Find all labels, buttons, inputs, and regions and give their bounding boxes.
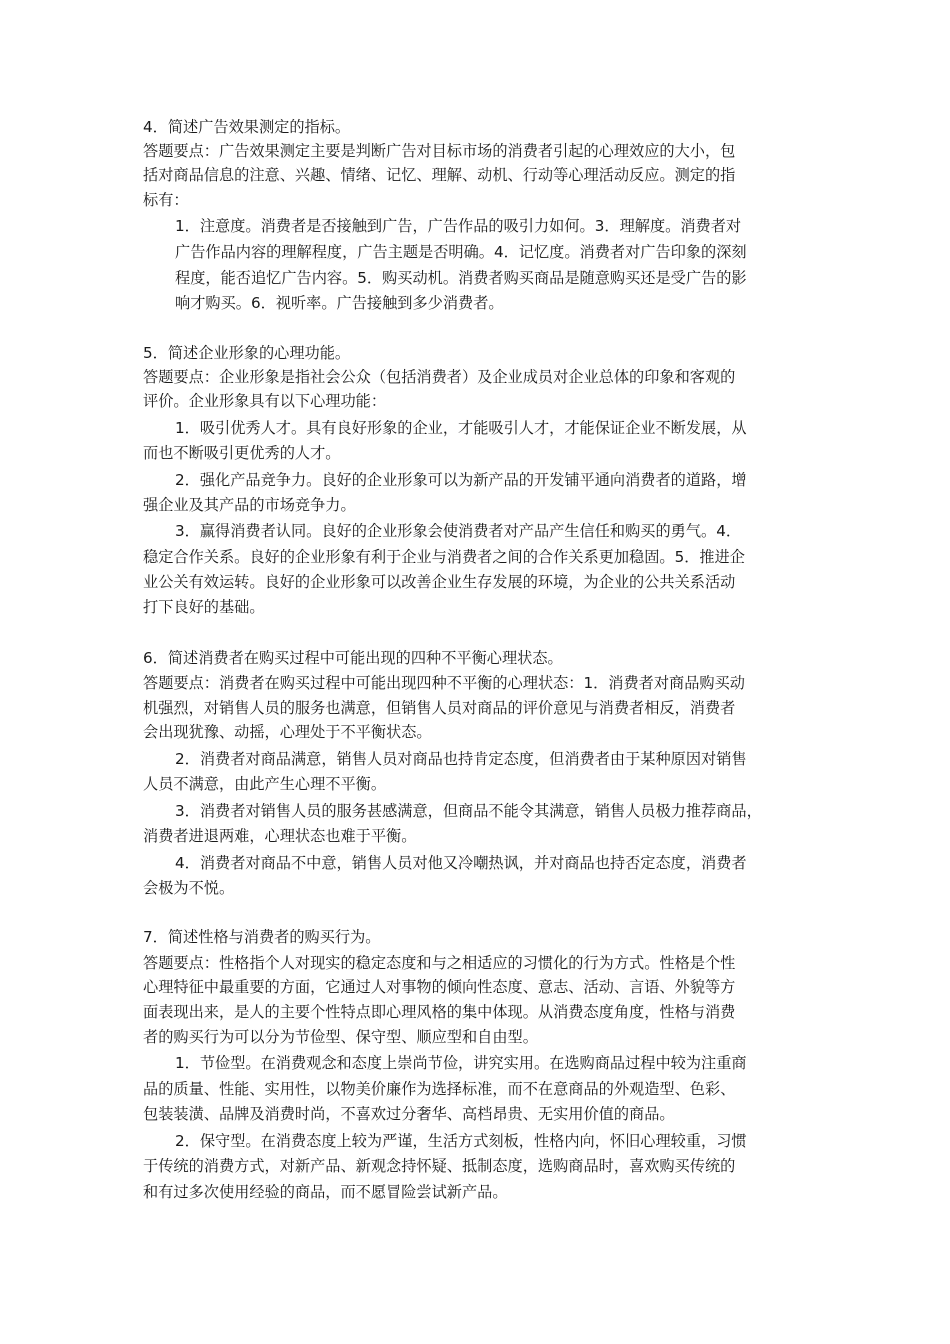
- answer-line: 者的购买行为可以分为节俭型、保守型、顺应型和自由型。: [143, 1028, 538, 1046]
- answer-line: 于传统的消费方式，对新产品、新观念持怀疑、抵制态度，选购商品时，喜欢购买传统的: [143, 1157, 736, 1175]
- answer-line: 心理特征中最重要的方面，它通过人对事物的倾向性态度、意志、活动、言语、外貌等方: [143, 978, 736, 996]
- answer-line: 1．节俭型。在消费观念和态度上崇尚节俭，讲究实用。在选购商品过程中较为注重商: [175, 1054, 747, 1072]
- answer-line: 1．注意度。消费者是否接触到广告，广告作品的吸引力如何。3．理解度。消费者对: [175, 217, 742, 235]
- answer-line: 2．强化产品竞争力。良好的企业形象可以为新产品的开发铺平通向消费者的道路，增: [175, 471, 747, 489]
- answer-line: 评价。企业形象具有以下心理功能：: [143, 392, 386, 410]
- answer-line: 强企业及其产品的市场竞争力。: [143, 496, 356, 514]
- answer-line: 答题要点：消费者在购买过程中可能出现四种不平衡的心理状态：1．消费者对商品购买动: [143, 674, 745, 692]
- answer-line: 2．消费者对商品满意，销售人员对商品也持肯定态度，但消费者由于某种原因对销售: [175, 750, 747, 768]
- answer-line: 4．消费者对商品不中意，销售人员对他又冷嘲热讽，并对商品也持否定态度，消费者: [175, 854, 747, 872]
- answer-line: 包装装潢、品牌及消费时尚，不喜欢过分奢华、高档昂贵、无实用价值的商品。: [143, 1105, 675, 1123]
- answer-line: 品的质量、性能、实用性，以物美价廉作为选择标准，而不在意商品的外观造型、色彩、: [143, 1080, 736, 1098]
- answer-line: 业公关有效运转。良好的企业形象可以改善企业生存发展的环境，为企业的公共关系活动: [143, 573, 736, 591]
- answer-line: 会出现犹豫、动摇，心理处于不平衡状态。: [143, 723, 432, 741]
- answer-line: 3．赢得消费者认同。良好的企业形象会使消费者对产品产生信任和购买的勇气。4．: [175, 522, 742, 540]
- answer-line: 括对商品信息的注意、兴趣、情绪、记忆、理解、动机、行动等心理活动反应。测定的指: [143, 166, 736, 184]
- answer-line: 答题要点：性格指个人对现实的稳定态度和与之相适应的习惯化的行为方式。性格是个性: [143, 954, 736, 972]
- answer-line: 广告作品内容的理解程度，广告主题是否明确。4．记忆度。消费者对广告印象的深刻: [175, 243, 747, 261]
- answer-line: 2．保守型。在消费态度上较为严谨，生活方式刻板，性格内向，怀旧心理较重，习惯: [175, 1132, 747, 1150]
- answer-line: 响才购买。6．视听率。广告接触到多少消费者。: [175, 294, 504, 312]
- answer-line: 消费者进退两难，心理状态也难于平衡。: [143, 827, 417, 845]
- answer-line: 1．吸引优秀人才。具有良好形象的企业，才能吸引人才，才能保证企业不断发展，从: [175, 419, 747, 437]
- answer-line: 标有：: [143, 191, 189, 209]
- answer-line: 打下良好的基础。: [143, 598, 265, 616]
- question-4-heading: 4．简述广告效果测定的指标。: [143, 118, 351, 136]
- answer-line: 人员不满意，由此产生心理不平衡。: [143, 775, 386, 793]
- answer-line: 面表现出来，是人的主要个性特点即心理风格的集中体现。从消费态度角度，性格与消费: [143, 1003, 736, 1021]
- answer-line: 稳定合作关系。良好的企业形象有利于企业与消费者之间的合作关系更加稳固。5．推进企: [143, 548, 745, 566]
- answer-line: 答题要点：广告效果测定主要是判断广告对目标市场的消费者引起的心理效应的大小，包: [143, 142, 736, 160]
- answer-line: 答题要点：企业形象是指社会公众（包括消费者）及企业成员对企业总体的印象和客观的: [143, 368, 736, 386]
- question-6-heading: 6．简述消费者在购买过程中可能出现的四种不平衡心理状态。: [143, 649, 563, 667]
- answer-line: 机强烈，对销售人员的服务也满意，但销售人员对商品的评价意见与消费者相反，消费者: [143, 699, 736, 717]
- answer-line: 会极为不悦。: [143, 879, 235, 897]
- answer-line: 而也不断吸引更优秀的人才。: [143, 444, 341, 462]
- question-7-heading: 7．简述性格与消费者的购买行为。: [143, 928, 381, 946]
- answer-line: 3．消费者对销售人员的服务甚感满意，但商品不能令其满意，销售人员极力推荐商品，: [175, 802, 762, 820]
- question-5-heading: 5．简述企业形象的心理功能。: [143, 344, 351, 362]
- answer-line: 程度，能否追忆广告内容。5．购买动机。消费者购买商品是随意购买还是受广告的影: [175, 269, 747, 287]
- answer-line: 和有过多次使用经验的商品，而不愿冒险尝试新产品。: [143, 1183, 508, 1201]
